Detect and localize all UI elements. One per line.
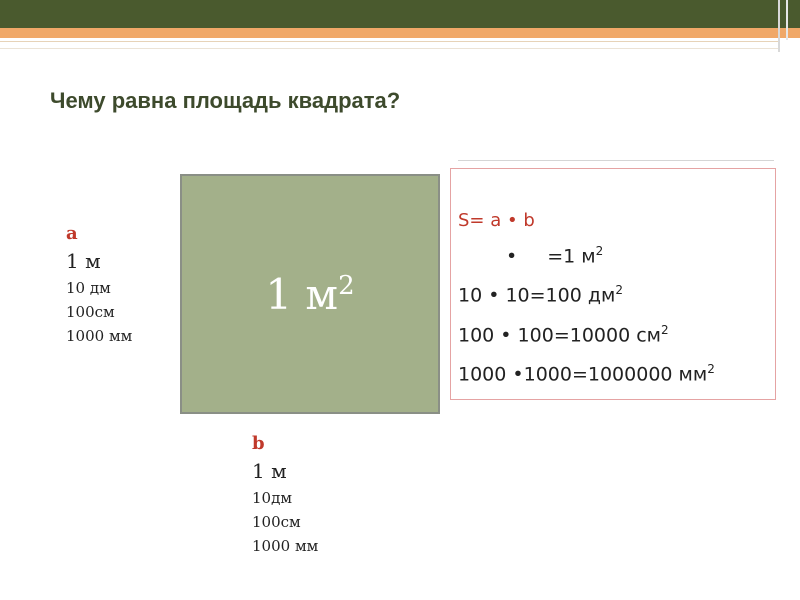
formula-line-cm: 100 • 100=10000 $см^2$	[458, 322, 669, 346]
side-b-labels	[252, 432, 318, 558]
side-a-millimeters: 1000 мм	[66, 327, 133, 345]
formula-line-mm: 1000 •1000=1000000 $мм^2$	[458, 361, 715, 386]
side-a-letter: а	[66, 223, 78, 244]
formula-head: S= a • b	[458, 210, 535, 231]
side-a-decimeters: 10 дм	[66, 279, 111, 297]
side-b-letter: b	[252, 433, 265, 454]
formula-line-dm: 10 • 10=100 $дм^2$	[458, 283, 623, 307]
formula-result-line: • =1 $м^2$	[506, 244, 604, 268]
header-accent-stripe	[0, 28, 800, 38]
side-b-centimeters: 100см	[252, 513, 301, 531]
header-decor-lines	[0, 38, 800, 52]
side-b-meters: 1 м	[252, 459, 287, 483]
bullet-icon: •	[506, 245, 518, 268]
slide-title: Чему равна площадь квадрата?	[50, 88, 401, 113]
square-area-label: 1 $м^2$	[265, 269, 355, 319]
side-a-labels	[66, 222, 132, 348]
corner-decor	[770, 0, 800, 52]
square-figure	[180, 174, 440, 414]
header-bar	[0, 0, 800, 28]
side-b-decimeters: 10дм	[252, 489, 292, 507]
formula-divider	[458, 160, 774, 161]
formula-content	[458, 208, 715, 391]
side-a-meters: 1 м	[66, 249, 101, 273]
side-b-millimeters: 1000 мм	[252, 537, 319, 555]
side-a-centimeters: 100см	[66, 303, 115, 321]
